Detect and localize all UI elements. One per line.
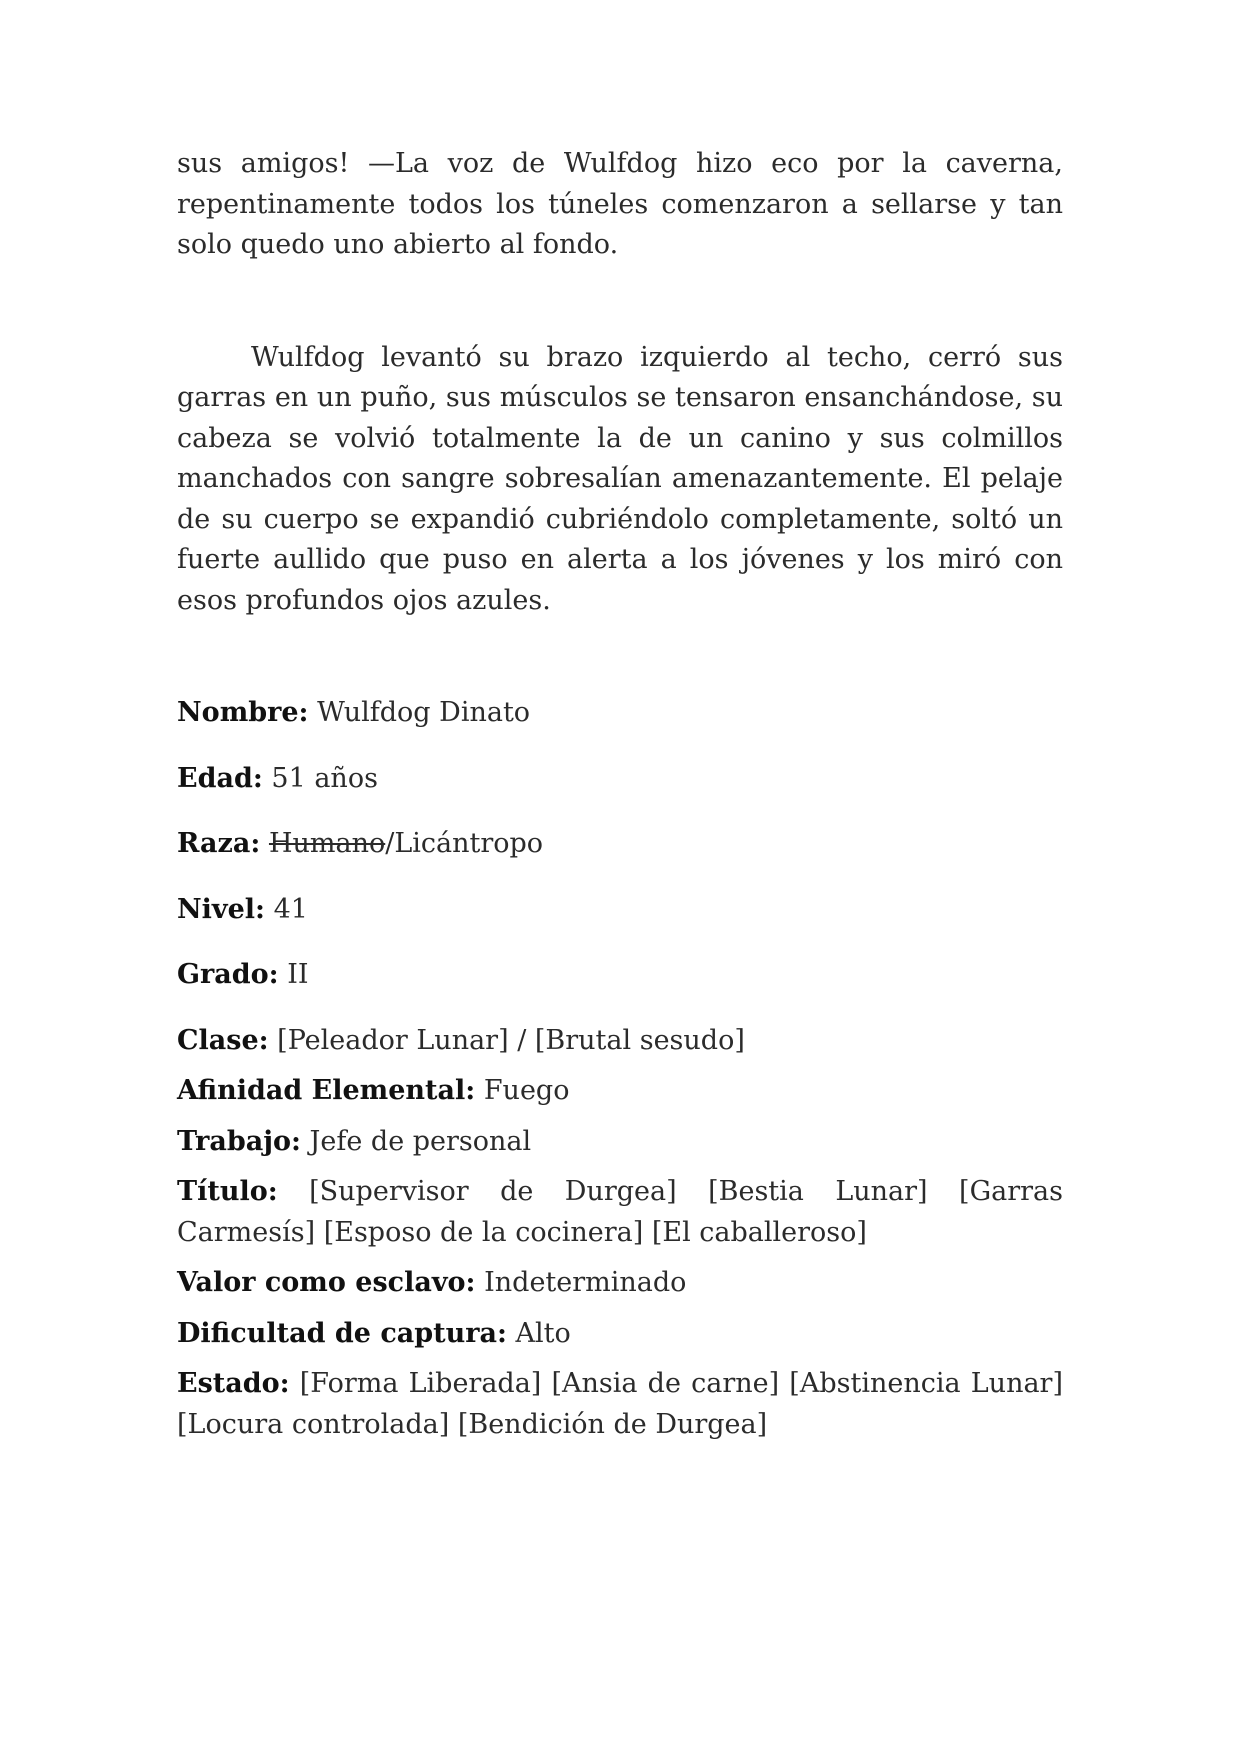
sheet-row-afinidad — [177, 1071, 1063, 1112]
document-page — [177, 144, 1063, 1445]
sheet-label-edad: Edad: — [177, 762, 263, 794]
sheet-struck-raza: Humano — [268, 828, 386, 859]
sheet-value-estado: [Forma Liberada] [Ansia de carne] [Abstinencia Lunar] [Locura controlada] [Bendición de Durgea] — [177, 1368, 1063, 1440]
sheet-value-afinidad: Fuego — [475, 1075, 570, 1106]
sheet-value-clase: [Peleador Lunar] / [Brutal sesudo] — [268, 1024, 745, 1056]
sheet-value-grado: II — [278, 959, 309, 990]
sheet-value-valor: Indeterminado — [475, 1267, 687, 1298]
sheet-row-dificultad — [177, 1314, 1063, 1355]
paragraph-1: sus amigos! —La voz de Wulfdog hizo eco por la caverna, repentinamente todos los túneles comenzaron a sellarse y tan solo quedo uno abierto al fondo. — [177, 148, 1063, 260]
sheet-row-titulo — [177, 1172, 1063, 1253]
sheet-row-trabajo — [177, 1122, 1063, 1163]
sheet-row-clase — [177, 1021, 1063, 1062]
sheet-row-grado — [177, 955, 1063, 996]
sheet-row-edad — [177, 759, 1063, 800]
sheet-label-valor: Valor como esclavo: — [177, 1267, 476, 1298]
sheet-value-trabajo: Jefe de personal — [300, 1125, 532, 1157]
sheet-label-afinidad: Afinidad Elemental: — [177, 1075, 476, 1106]
sheet-label-trabajo: Trabajo: — [177, 1125, 301, 1157]
character-sheet — [177, 693, 1063, 1445]
sheet-label-clase: Clase: — [177, 1024, 269, 1056]
sheet-row-nivel — [177, 890, 1063, 931]
sheet-label-titulo: Título: — [177, 1176, 278, 1207]
sheet-label-estado: Estado: — [177, 1368, 290, 1399]
sheet-row-valor — [177, 1263, 1063, 1304]
sheet-value-titulo: [Supervisor de Durgea] [Bestia Lunar] [Garras Carmesís] [Esposo de la cocinera] [El caballeroso] — [177, 1176, 1063, 1248]
sheet-label-raza: Raza: — [177, 828, 261, 859]
sheet-value-raza: /Licántropo — [385, 828, 544, 859]
sheet-row-nombre — [177, 693, 1063, 734]
sheet-label-dificultad: Dificultad de captura: — [177, 1317, 507, 1349]
sheet-row-estado — [177, 1364, 1063, 1445]
sheet-label-nivel: Nivel: — [177, 893, 266, 925]
sheet-value-nivel: 41 — [265, 893, 308, 925]
sheet-value-edad: 51 años — [262, 762, 378, 794]
sheet-value-nombre: Wulfdog Dinato — [308, 697, 531, 728]
sheet-label-grado: Grado: — [177, 959, 279, 990]
sheet-value-dificultad: Alto — [506, 1317, 571, 1349]
paragraph-2: Wulfdog levantó su brazo izquierdo al techo, cerró sus garras en un puño, sus músculos se tensaron ensanchándose, su cabeza se volvió totalmente la de un canino y sus colmillos manchados con sangre sobresalían amenazantemente. El pelaje de su cuerpo se expandió cubriéndolo completamente, soltó un fuerte aullido que puso en alerta a los jóvenes y los miró con esos profundos ojos azules. — [177, 341, 1063, 616]
sheet-row-raza — [177, 824, 1063, 865]
sheet-label-nombre: Nombre: — [177, 697, 309, 728]
